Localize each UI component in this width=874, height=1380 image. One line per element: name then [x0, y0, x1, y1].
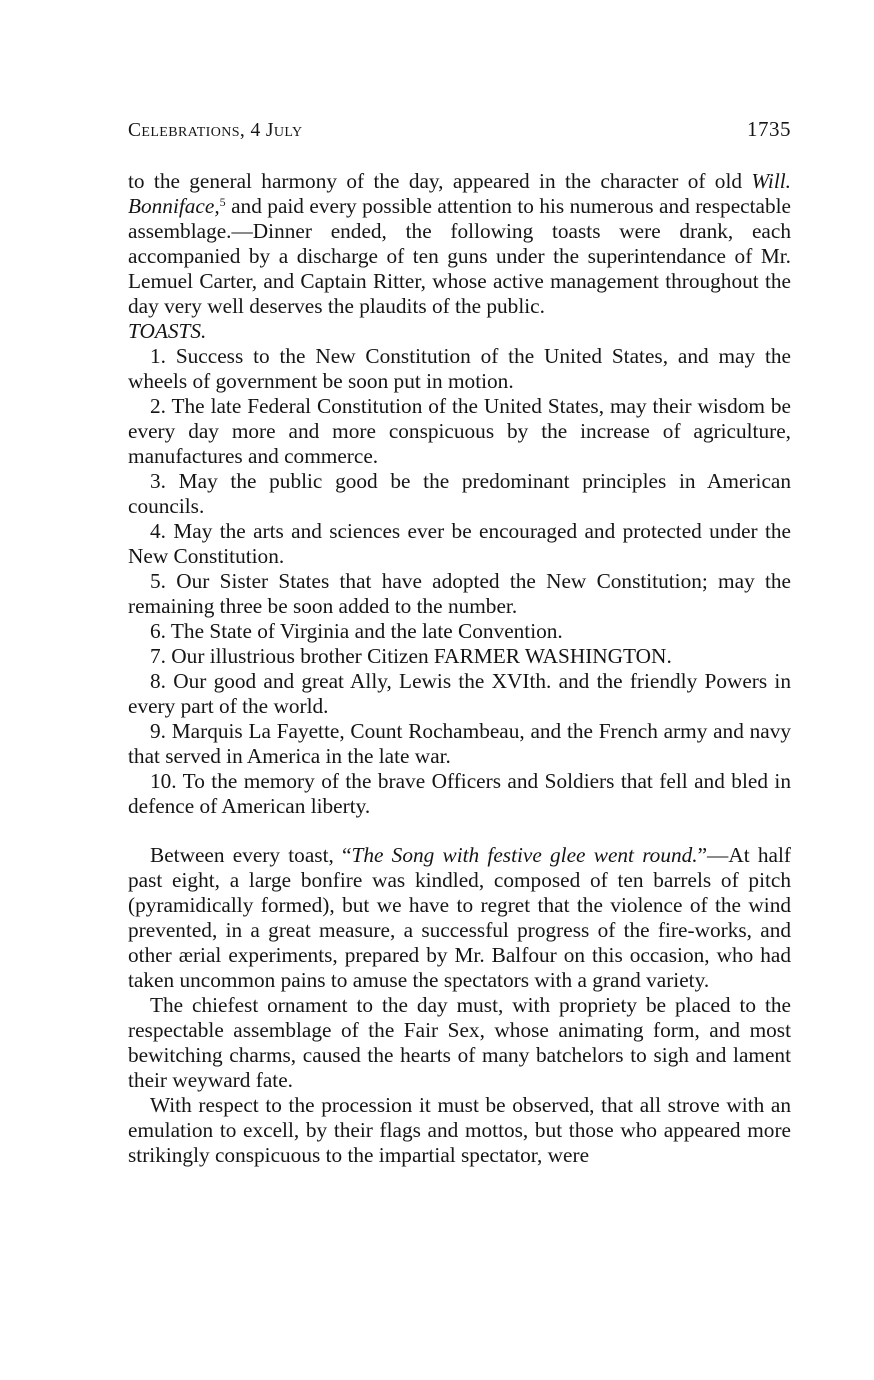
toast-item: 4. May the arts and sciences ever be encouraged and protected under the New Constitution.	[128, 519, 791, 568]
opening-text-1: to the general harmony of the day, appeared in the character of old	[128, 169, 752, 193]
bonniface-name: Will. Bonniface,	[128, 169, 791, 218]
opening-text-2: and paid every possible attention to his numerous and respectable assemblage.—Dinner ended, the following toasts were drank, each accompanied by a discharge of ten guns under the superintendance of Mr. Lemuel Carter, and Captain Ritter, whose active management throughout the day very well deserves the plaudits of the public.	[128, 194, 791, 318]
footnote-ref: 5	[219, 195, 226, 209]
toast-list	[128, 344, 791, 819]
toast-item: 2. The late Federal Constitution of the United States, may their wisdom be every day more and more conspicuous by the increase of agriculture, manufactures and commerce.	[128, 394, 791, 468]
toast-item: 8. Our good and great Ally, Lewis the XVIth. and the friendly Powers in every part of the world.	[128, 669, 791, 718]
body-text	[128, 169, 791, 1168]
toast-item: 9. Marquis La Fayette, Count Rochambeau, and the French army and navy that served in America in the late war.	[128, 719, 791, 768]
toast-item: 6. The State of Virginia and the late Convention.	[150, 619, 563, 643]
toast-item: 7. Our illustrious brother Citizen FARMER WASHINGTON.	[150, 644, 672, 668]
document-page	[128, 117, 791, 1168]
page-number: 1735	[747, 117, 791, 141]
closing-rest: ”—At half past eight, a large bonfire was kindled, composed of ten barrels of pitch (pyramidically formed), but we have to regret that the violence of the wind prevented, in a great measure, a successful progress of the fire-works, and other ærial experiments, prepared by Mr. Balfour on this occasion, who had taken uncommon pains to amuse the spectators with a grand variety.	[128, 843, 791, 992]
closing-paragraph-3: With respect to the procession it must be observed, that all strove with an emulation to excell, by their flags and mottos, but those who appeared more strikingly conspicuous to the impartial spectator, were	[128, 1093, 791, 1167]
closing-lead: Between every toast, “	[150, 843, 352, 867]
running-header	[128, 117, 791, 147]
opening-paragraph	[128, 169, 791, 319]
toast-item: 1. Success to the New Constitution of the United States, and may the wheels of government be soon put in motion.	[128, 344, 791, 393]
closing-paragraph-2: The chiefest ornament to the day must, with propriety be placed to the respectable assemblage of the Fair Sex, whose animating form, and most bewitching charms, caused the hearts of many batchelors to sigh and lament their weyward fate.	[128, 993, 791, 1092]
closing-paragraph-1	[128, 843, 791, 993]
running-title: Celebrations, 4 July	[128, 120, 303, 141]
toast-item: 5. Our Sister States that have adopted the New Constitution; may the remaining three be soon added to the number.	[128, 569, 791, 618]
toasts-heading: TOASTS.	[128, 319, 207, 343]
toast-item: 3. May the public good be the predominant principles in American councils.	[128, 469, 791, 518]
toast-item: 10. To the memory of the brave Officers and Soldiers that fell and bled in defence of American liberty.	[128, 769, 791, 818]
song-quote: The Song with festive glee went round.	[351, 843, 698, 867]
